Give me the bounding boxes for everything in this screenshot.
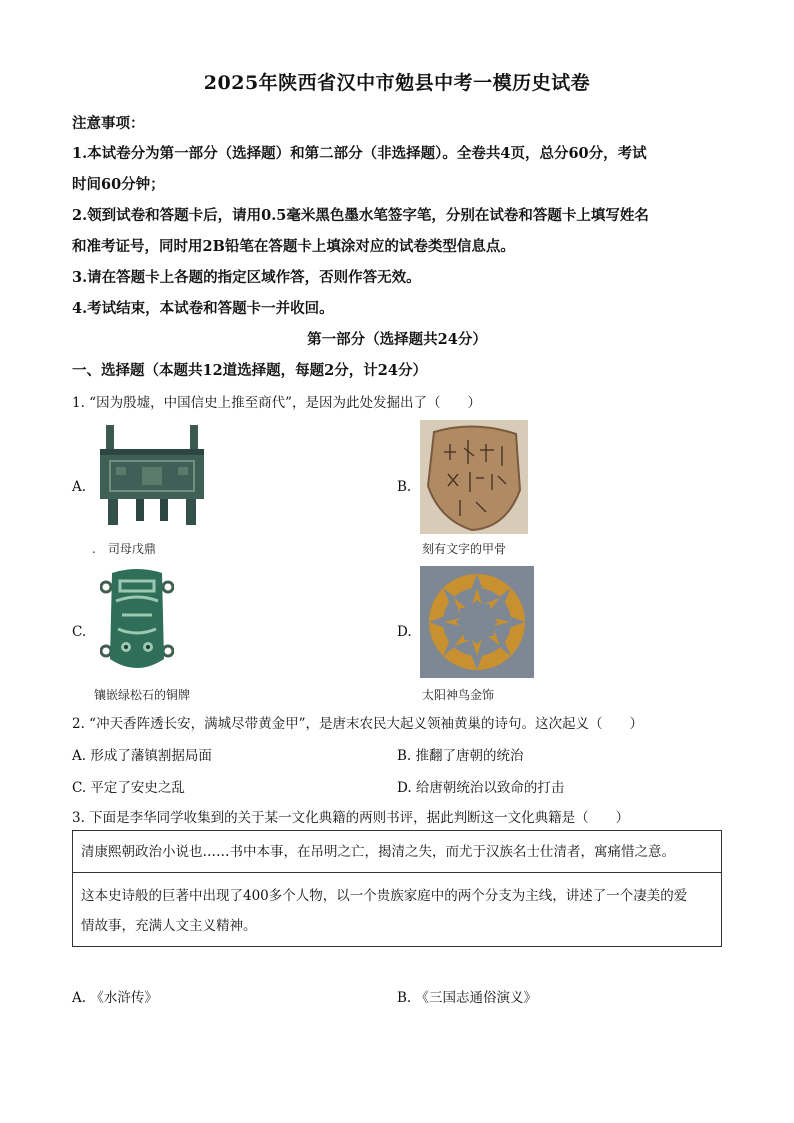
notice-item-4: 4.考试结束，本试卷和答题卡一并收回。 <box>72 300 334 317</box>
notice-item-1-line-1: 1.本试卷分为第一部分（选择题）和第二部分（非选择题）。全卷共4页，总分60分，考试 <box>72 145 647 162</box>
notice-item-2-line-2: 和准考证号，同时用2B铅笔在答题卡上填涂对应的试卷类型信息点。 <box>72 238 515 255</box>
book-review-2-line-2: 情故事，充满人文主义精神。 <box>81 918 257 934</box>
q1-option-b-caption: 刻有文字的甲骨 <box>422 542 507 556</box>
q2-option-c[interactable]: C. 平定了安史之乱 <box>72 780 185 796</box>
turquoise-plaque-image <box>100 567 174 677</box>
notice-item-3: 3.请在答题卡上各题的指定区域作答，否则作答无效。 <box>72 269 421 286</box>
q2-option-a[interactable]: A. 形成了藩镇割据局面 <box>72 748 212 764</box>
q3-option-b[interactable]: B. 《三国志通俗演义》 <box>397 990 538 1006</box>
bronze-ding-image <box>96 423 208 527</box>
book-review-2-line-1: 这本史诗般的巨著中出现了400多个人物，以一个贵族家庭中的两个分支为主线，讲述了一个凄美的爱 <box>81 888 688 904</box>
section-one-heading: 一、选择题（本题共12道选择题，每题2分，计24分） <box>72 362 427 379</box>
q1-option-c-caption: 镶嵌绿松石的铜牌 <box>94 688 191 702</box>
notice-item-1-line-2: 时间60分钟； <box>72 176 165 193</box>
question-2-stem: 2. “冲天香阵透长安，满城尽带黄金甲”，是唐末农民大起义领袖黄巢的诗句。这次起义（ ） <box>72 716 643 732</box>
q1-option-d-caption: 太阳神鸟金饰 <box>422 688 495 702</box>
book-review-1-text: 清康熙朝政治小说也……书中本事，在吊明之亡，揭清之失，而尤于汉族名士仕清者，寓痛惜之意。 <box>81 844 675 860</box>
q1-option-c-letter[interactable]: C. <box>72 624 87 640</box>
question-1-stem: 1. “因为殷墟，中国信史上推至商代”，是因为此处发掘出了（ ） <box>72 395 481 411</box>
oracle-bone-image <box>420 420 528 534</box>
q1-option-d-letter[interactable]: D. <box>397 624 412 640</box>
q3-option-a[interactable]: A. 《水浒传》 <box>72 990 158 1006</box>
q2-option-d[interactable]: D. 给唐朝统治以致命的打击 <box>397 780 565 796</box>
q1-option-a-letter[interactable]: A. <box>72 479 87 495</box>
sun-bird-gold-image <box>420 566 534 678</box>
q2-option-b[interactable]: B. 推翻了唐朝的统治 <box>397 748 524 764</box>
page-title: 2025年陕西省汉中市勉县中考一模历史试卷 <box>203 72 591 94</box>
q1-option-b-letter[interactable]: B. <box>397 479 412 495</box>
book-review-row-1 <box>73 831 721 873</box>
book-review-table <box>72 830 722 947</box>
q1-option-a-caption: . 司母戊鼎 <box>92 542 156 556</box>
notice-item-2-line-1: 2.领到试卷和答题卡后，请用0.5毫米黑色墨水笔签字笔，分别在试卷和答题卡上填写姓名 <box>72 207 649 224</box>
notice-heading: 注意事项： <box>72 115 145 132</box>
question-3-stem: 3. 下面是李华同学收集到的关于某一文化典籍的两则书评，据此判断这一文化典籍是（ ） <box>72 810 630 826</box>
part-one-heading: 第一部分（选择题共24分） <box>307 331 487 348</box>
